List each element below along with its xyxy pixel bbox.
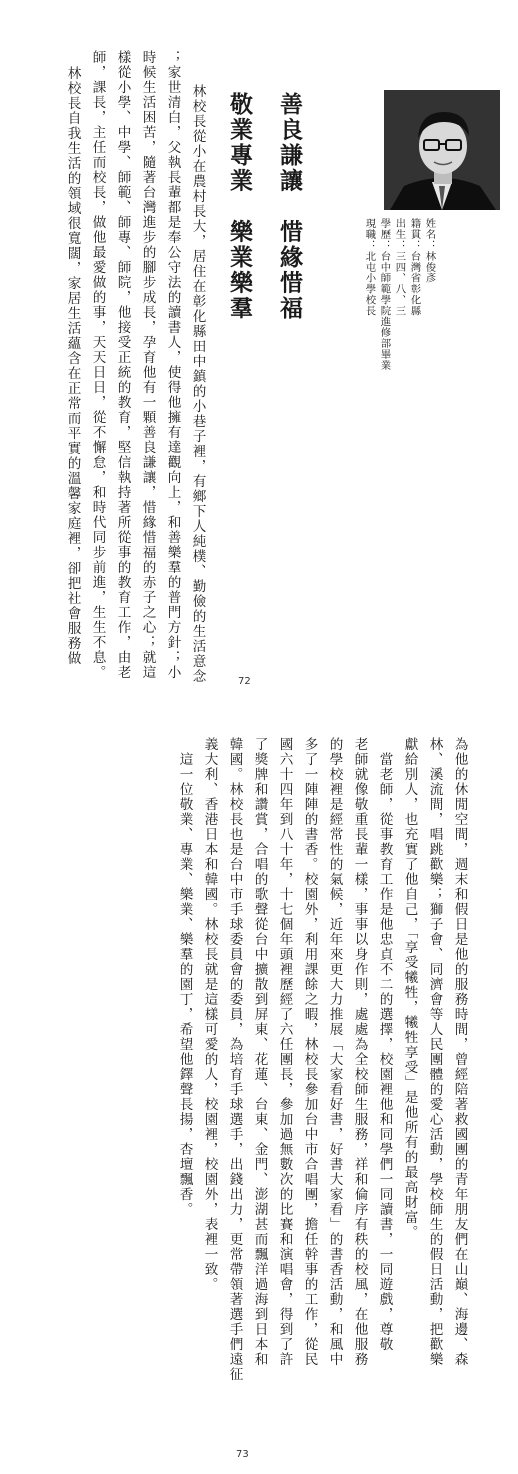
- body-column-1: 林校長從小在農村長大，居住在彰化縣田中鎮的小巷子裡，有鄉下人純樸、勤儉的生活意念: [189, 84, 206, 684]
- body-column-9: 了獎牌和讚賞，合唱的歌聲從台中擴散到屏東、花蓮、台東、金門、澎湖甚而飄洋過海到日本和: [251, 737, 268, 1367]
- body-column-3: 時候生活困苦，隨著台灣進步的腳步成長，孕育他有一顆善良謙讓，惜緣惜福的赤子之心；就這: [139, 50, 156, 680]
- profile-position: 現職：北屯小學校長: [363, 218, 376, 317]
- page-number: 73: [236, 1449, 249, 1460]
- title-line-2: 敬業專業 樂業樂羣: [226, 92, 253, 322]
- body-column-5: 老師就像敬重長輩一樣，事事以身作則，處處為全校師生服務，祥和倫序有秩的校風，在他服務: [351, 737, 368, 1367]
- body-column-2: 林、溪流間，唱跳歡樂；獅子會、同濟會等人民團體的愛心活動，學校師生的假日活動，把歡樂: [426, 737, 443, 1367]
- body-column-3: 獻給別人，也充實了他自己，「享受犧牲，犧牲享受」是他所有的最高財富。: [401, 737, 418, 1241]
- page-73: [0, 737, 518, 1474]
- body-column-4: 當老師，從事教育工作是他忠貞不二的選擇，校園裡他和同學們一同讀書，一同遊戲，尊敬: [376, 737, 393, 1352]
- body-column-4: 樣從小學、中學、師範、師專、師院，他接受正統的教育，堅信執持著所從事的教育工作，由老: [114, 50, 131, 680]
- page-number: 72: [238, 676, 251, 687]
- body-column-6: 林校長自我生活的領域很寬闊，家居生活蘊含在正常而平實的溫馨家庭裡，卻把社會服務做: [64, 66, 81, 666]
- body-column-1: 為他的休閒空間，週末和假日是他的服務時間，曾經陪著救國團的青年朋友們在山巔、海邊、森: [451, 737, 468, 1367]
- profile-origin: 籍貫：台灣省彰化縣: [408, 218, 421, 317]
- body-column-10: 韓國。林校長也是台中市手球委員會的委員，為培育手球選手，出錢出力，更常帶領著選手們遠征: [226, 737, 243, 1382]
- body-column-5: 師，課長，主任而校長，做他最愛做的事，天天日日，從不懈怠，和時代同步前進，生生不息。: [89, 50, 106, 680]
- body-column-6: 的學校裡是經常性的氣候，近年來更大力推展「大家看好書，好書大家看」的書香活動，和風中: [326, 737, 343, 1367]
- title-line-1: 善良謙讓 惜緣惜福: [276, 92, 303, 322]
- profile-education: 學歷：台中師範學院進修部畢業: [378, 218, 391, 371]
- profile-name: 姓名：林俊彥: [423, 218, 436, 284]
- portrait-photo: [384, 90, 500, 210]
- body-column-2: ；家世清白，父執長輩都是奉公守法的讀書人，使得他擁有達觀向上，和善樂羣的普門方針；小: [164, 50, 181, 680]
- body-column-11: 義大利、香港日本和韓國。林校長就是這樣可愛的人，校園裡，校園外，表裡一致。: [201, 737, 218, 1292]
- body-column-7: 多了一陣陣的書香。校園外，利用課餘之暇，林校長參加台中市合唱團，擔任幹事的工作，從民: [301, 737, 318, 1367]
- body-column-8: 國六十四年到八十年，十七個年頭裡歷經了六任團長，參加過無數次的比賽和演唱會，得到了許: [276, 737, 293, 1367]
- profile-birth: 出生：三四、八、三: [393, 218, 406, 317]
- body-column-12: 這一位敬業、專業、樂業、樂羣的園丁，希望他鐸聲長揚，杏壇飄香。: [176, 737, 193, 1217]
- portrait-figure: [384, 90, 500, 210]
